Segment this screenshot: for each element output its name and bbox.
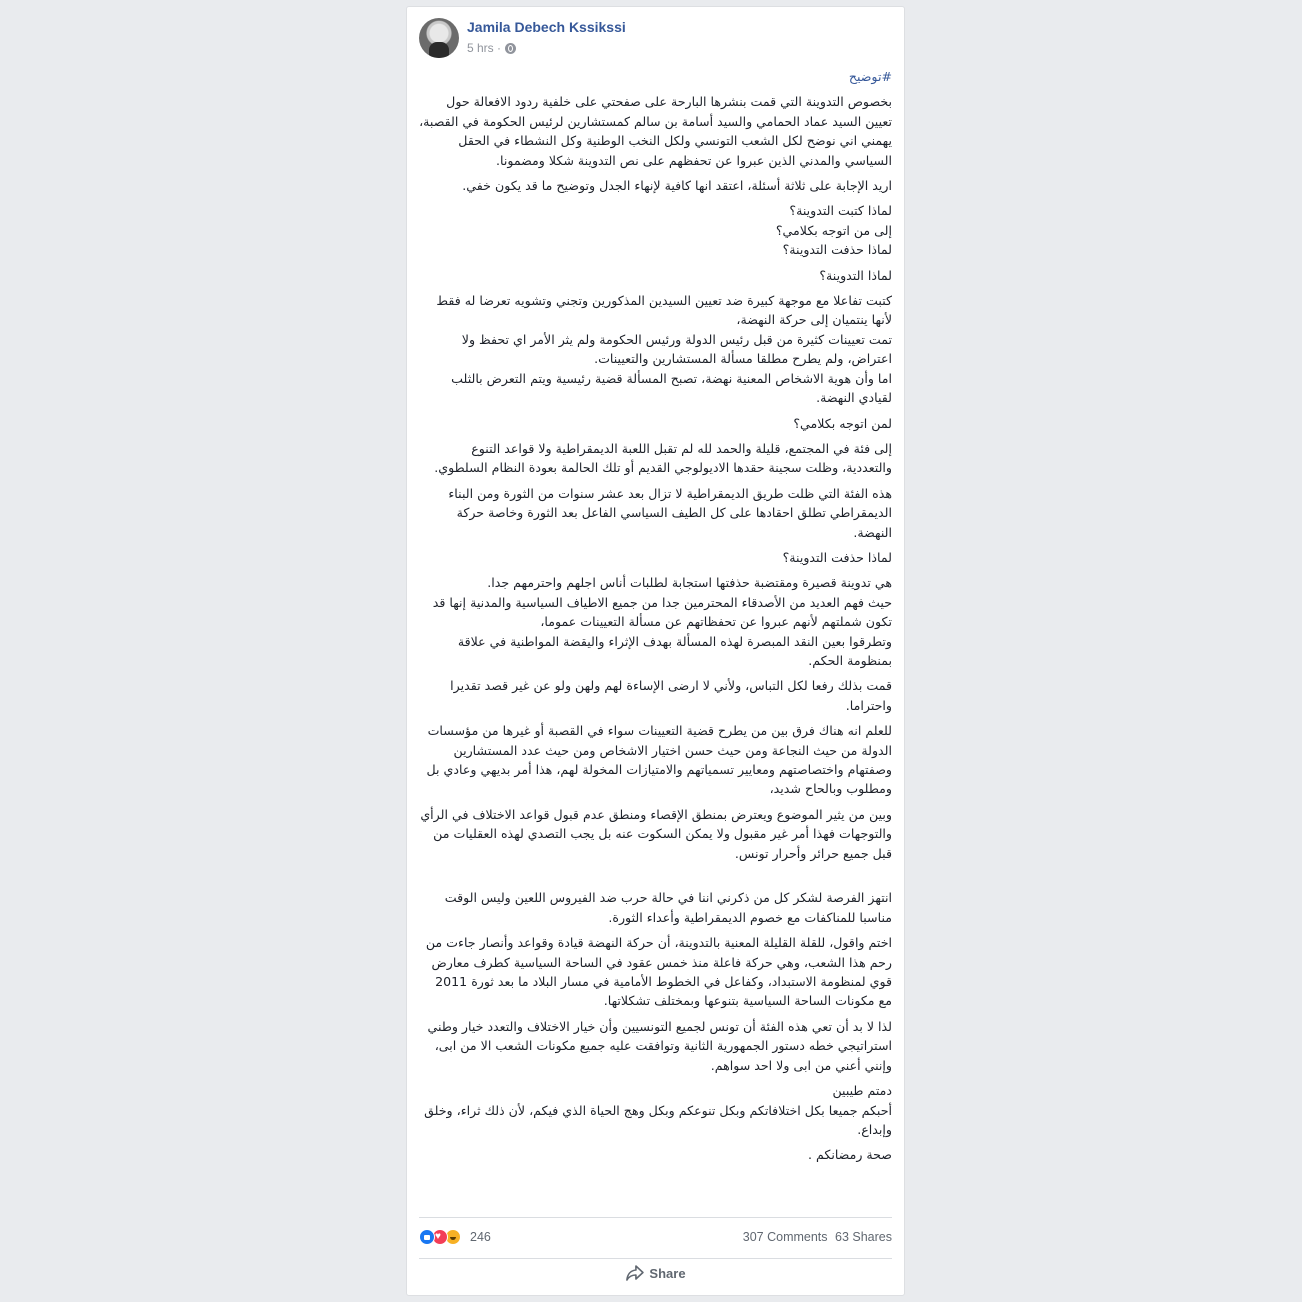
share-button[interactable] [625, 1265, 685, 1281]
engagement-counts [739, 1230, 892, 1244]
globe-icon[interactable] [505, 43, 516, 54]
post-paragraph: دمتم طيبين أحبكم جميعا بكل اختلافاتكم وبكل تنوعكم وبكل وهج الحياة الذي فيكم، لأن ذلك ثراء، وخلق وإبداع. [424, 1083, 892, 1137]
share-arrow-icon [625, 1265, 643, 1281]
post-meta [467, 41, 516, 55]
hashtag-link[interactable]: #توضيح [848, 69, 892, 84]
post-paragraph: لماذا التدوينة؟ [819, 267, 892, 283]
post-paragraph: قمت بذلك رفعا لكل التباس، ولأني لا ارضى الإساءة لهم ولهن ولو عن غير قصد تقديرا واحتراما. [450, 678, 892, 713]
post-paragraph: وبين من يثير الموضوع ويعترض بمنطق الإقصاء ومنطق عدم قبول قواعد الاختلاف في الرأي والتوجهات فهذا أمر غير مقبول ولا يمكن السكوت عنه بل يجب التصدي لهذه العقليات من قبل جميع حرائر وأحرار تونس. [420, 806, 892, 861]
post-paragraph: للعلم انه هناك فرق بين من يطرح قضية التعيينات سواء في القصبة أو غيرها من مؤسسات الدولة من حيث النجاعة ومن حيث حسن اختيار الاشخاص ومن حيث عدد المستشارين وصفتهام واختصاصتهم ومعايير تسمياتهم والامتيازات المخولة لهم، هذا أمر بديهي وعادي بل ومطلوب وبالحاح شديد، [426, 723, 892, 797]
post-paragraph: هذه الفئة التي ظلت طريق الديمقراطية لا تزال بعد عشر سنوات من الثورة ومن البناء الديمقراطي تطلق احقادها على كل الطيف السياسي الفاعل بعد الثورة وخاصة حركة النهضة. [448, 485, 892, 540]
post-time[interactable]: 5 hrs · [467, 41, 502, 55]
comments-count-link[interactable]: 307 Comments [742, 1230, 828, 1244]
author-name[interactable]: Jamila Debech Kssikssi [467, 19, 626, 35]
post-paragraph: اختم واقول، للقلة القليلة المعنية بالتدوينة، أن حركة النهضة قيادة وقواعد وأنصار جاءت من رحم هذا الشعب، وهي حركة فاعلة منذ خمس عقود في الساحة السياسية كطرف معارض قوي لمنظومة الاستبداد، وكفاعل في الخطوط الأمامية في مسار البلاد ما بعد ثورة 2011 مع مكونات الساحة السياسية بتنوعها وبمختلف تشكلاتها. [425, 935, 892, 1009]
post-paragraph: لماذا كتبت التدوينة؟ إلى من اتوجه بكلامي؟ لماذا حذفت التدوينة؟ [775, 203, 892, 258]
avatar[interactable] [419, 18, 459, 58]
like-reaction-icon [419, 1229, 435, 1245]
post-header [419, 18, 892, 60]
post-paragraph: إلى فئة في المجتمع، قليلة والحمد لله لم تقبل اللعبة الديمقراطية ولا قواعد التنوع والتعددية، وظلت سجينة حقدها الاديولوجي القديم أو تلك الحالمة بعودة النظام السلطوي. [434, 440, 892, 476]
shares-count-link[interactable]: 63 Shares [835, 1230, 892, 1244]
post-paragraph: صحة رمضانكم . [807, 1147, 892, 1163]
post-paragraph: بخصوص التدوينة التي قمت بنشرها البارحة على صفحتي على خلفية ردود الافعالة حول تعيين السيد عماد الحمامي والسيد أسامة بن سالم كمستشارين لرئيس الحكومة في القصبة، يهمني اني نوضح لكل الشعب التونسي ولكل النخب الوطنية وكل النشطاء في الحقل السياسي والمدني الذين عبروا عن تحفظهم على نص التدوينة شكلا ومضمونا. [419, 94, 892, 168]
reaction-count[interactable]: 246 [470, 1230, 491, 1244]
post-paragraph: اريد الإجابة على ثلاثة أسئلة، اعتقد انها كافية لإنهاء الجدل وتوضيح ما قد يكون خفي. [462, 178, 892, 194]
post-paragraph: لمن اتوجه بكلامي؟ [793, 415, 892, 431]
post-card [406, 6, 905, 1296]
share-label: Share [649, 1265, 686, 1281]
reactions-summary[interactable] [419, 1229, 491, 1245]
post-paragraph: لماذا حذفت التدوينة؟ [782, 549, 892, 565]
post-paragraph: هي تدوينة قصيرة ومقتضبة حذفتها استجابة لطلبات أناس اجلهم واحترمهم جدا. حيث فهم العديد من الأصدقاء المحترمين جدا من جميع الاطياف السياسية والمدنية إنها قد تكون شملتهم لأنهم عبروا عن تحفظاتهم عن مسألة التعيينات عموما، وتطرقوا بعين النقد المبصرة لهذه المسألة بهدف الإثراء واليقضة المواطنية في علاقة بمنظومة الحكم. [432, 575, 892, 668]
post-stats [419, 1217, 892, 1259]
post-body [419, 67, 892, 1171]
post-paragraph: لذا لا بد أن تعي هذه الفئة أن تونس لجميع التونسيين وأن خيار الاختلاف والتعدد خيار وطني استراتيجي خطه دستور الجمهورية الثانية وتوافقت عليه جميع مكونات الشعب الا من ابى، وإنني أعني من ابى ولا احد سواهم. [427, 1018, 892, 1073]
post-paragraph: انتهز الفرصة لشكر كل من ذكرني اننا في حالة حرب ضد الفيروس اللعين وليس الوقت مناسبا للمناكفات مع خصوم الديمقراطية وأعداء الثورة. [444, 890, 892, 925]
post-paragraph: كتبت تفاعلا مع موجهة كبيرة ضد تعيين السيدين المذكورين وتجني وتشويه تعرضا له فقط لأنها ينتميان إلى حركة النهضة، تمت تعيينات كثيرة من قبل رئيس الدولة ورئيس الحكومة ولم يثر الأمر اي تحفظ ولا اعتراض، ولم يطرح مطلقا مسألة المستشارين والتعيينات. اما وأن هوية الاشخاص المعنية نهضة، تصبح المسألة قضية رئيسية ويتم التعرض بالثلب لقيادي النهضة. [436, 293, 892, 406]
